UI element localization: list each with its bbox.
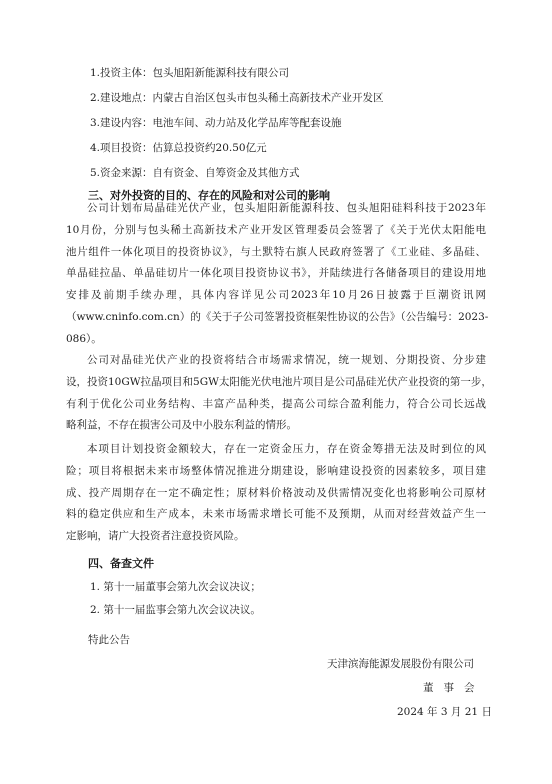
paragraph-line: （www.cninfo.com.cn）的《关于子公司签署投资框架性协议的公告》（公告编号：2023- xyxy=(66,310,489,323)
signature-board: 董 事 会 xyxy=(423,682,475,694)
section-3-paragraph-1 xyxy=(66,198,489,351)
paragraph-line: 略利益，不存在损害公司及中小股东利益的情形。 xyxy=(66,419,297,432)
paragraph-line: 本项目计划投资金额较大，存在一定资金压力，存在资金筹措无法及时到位的风 xyxy=(87,443,486,455)
paragraph-line: 公司计划布局晶硅光伏产业，包头旭阳新能源科技、包头旭阳硅料科技于2023年 xyxy=(87,202,486,214)
signature-company: 天津滨海能源发展股份有限公司 xyxy=(327,658,474,670)
paragraph-line: 料的稳定供应和生产成本，未来市场需求增长可能不及预期，从而对经营效益产生一 xyxy=(66,508,486,521)
list-item-investment: 4.项目投资：估算总投资约20.50亿元 xyxy=(90,142,267,154)
paragraph-line: 成、投产周期存在一定不确定性；原材料价格波动及供需情况变化也将影响公司原材 xyxy=(66,486,486,499)
closing-text: 特此公告 xyxy=(88,634,130,646)
signature-date: 2024 年 3 月 21 日 xyxy=(397,706,492,718)
paragraph-line: 定影响，请广大投资者注意投资风险。 xyxy=(66,530,245,543)
reference-doc-1: 1. 第十一届董事会第九次会议决议； xyxy=(90,581,261,593)
list-item-location: 2.建设地点：内蒙古自治区包头市包头稀土高新技术产业开发区 xyxy=(90,92,384,104)
paragraph-line: 10月份，分别与包头稀土高新技术产业开发区管理委员会签署了《关于光伏太阳能电 xyxy=(66,223,486,236)
paragraph-line: 公司对晶硅光伏产业的投资将结合市场需求情况，统一规划、分期投资、分步建 xyxy=(87,354,486,366)
section-3-paragraph-3 xyxy=(66,439,486,548)
paragraph-line: 086）。 xyxy=(66,332,102,345)
section-3-heading: 三、对外投资的目的、存在的风险和对公司的影响 xyxy=(88,189,330,202)
paragraph-line: 池片组件一体化项目的投资协议》，与土默特右旗人民政府签署了《工业硅、多晶硅、 xyxy=(66,245,486,258)
section-4-heading: 四、备查文件 xyxy=(88,557,154,570)
paragraph-line: 安排及前期手续办理，具体内容详见公司2023年10月26日披露于巨潮资讯网 xyxy=(66,289,486,302)
section-3-paragraph-2 xyxy=(66,350,492,437)
reference-doc-2: 2. 第十一届监事会第九次会议决议。 xyxy=(90,604,261,616)
list-item-funding: 5.资金来源：自有资金、自筹资金及其他方式 xyxy=(90,167,300,179)
paragraph-line: 险；项目将根据未来市场整体情况推进分期建设，影响建设投资的因素较多，项目建 xyxy=(66,464,486,477)
paragraph-line: 设，投资10GW拉晶项目和5GW太阳能光伏电池片项目是公司晶硅光伏产业投资的第一步， xyxy=(66,375,492,388)
list-item-investor: 1.投资主体：包头旭阳新能源科技有限公司 xyxy=(90,67,290,79)
paragraph-line: 单晶硅拉晶、单晶硅切片一体化项目投资协议书》，并陆续进行各储备项目的建设用地 xyxy=(66,267,486,280)
list-item-content: 3.建设内容：电池车间、动力站及化学品库等配套设施 xyxy=(90,117,342,129)
paragraph-line: 有利于优化公司业务结构、丰富产品种类，提高公司综合盈利能力，符合公司长远战 xyxy=(66,397,486,410)
